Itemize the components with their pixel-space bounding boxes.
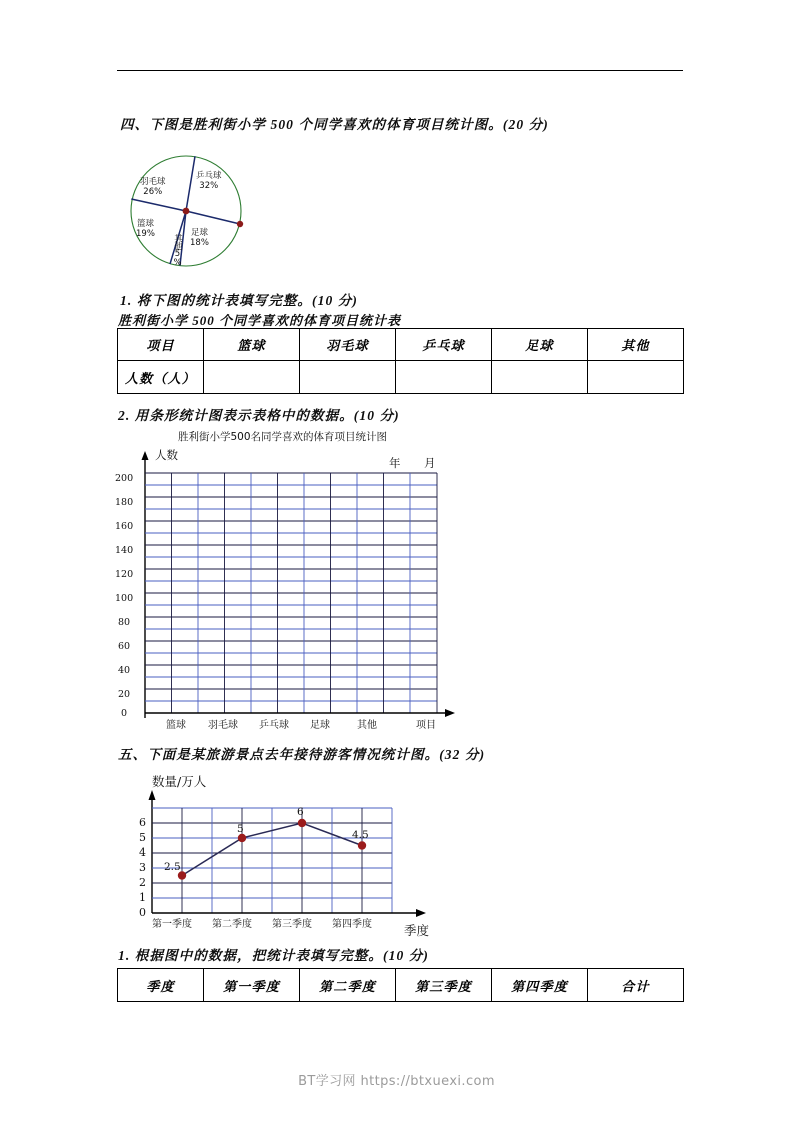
pie-edge-marker [237, 221, 243, 227]
line-chart-x-axis-label: 季度 [404, 923, 430, 938]
stat-table-caption: 胜利街小学 500 个同学喜欢的体育项目统计表 [118, 313, 402, 328]
table-header-cell: 乒乓球 [396, 329, 492, 361]
bar-chart-month-label: 月 [424, 456, 436, 470]
table-header-cell: 其他 [588, 329, 684, 361]
table-header-cell: 足球 [492, 329, 588, 361]
line-ytick-0: 0 [139, 906, 146, 919]
table-input-cell[interactable] [492, 361, 588, 394]
line-ytick-3: 3 [139, 861, 146, 874]
bar-ytick-100: 100 [115, 593, 134, 604]
bar-ytick-200: 200 [115, 473, 134, 484]
bar-chart-x-axis-label: 项目 [416, 720, 436, 731]
table-row-label: 人数（人） [118, 361, 204, 394]
table-header-cell: 第三季度 [396, 969, 492, 1002]
bar-ytick-80: 80 [118, 617, 131, 628]
pie-center-marker [183, 208, 190, 215]
table-header-cell: 第四季度 [492, 969, 588, 1002]
table-header-cell: 篮球 [204, 329, 300, 361]
bar-chart-grid [130, 450, 460, 730]
table-input-cell[interactable] [396, 361, 492, 394]
line-chart-point-q4 [358, 841, 366, 849]
table-row-header [118, 329, 684, 361]
pie-label-text: 篮球 [136, 219, 154, 229]
table-input-cell[interactable] [588, 361, 684, 394]
bar-chart-y-arrow [142, 451, 149, 460]
bar-chart-x-arrow [445, 709, 455, 717]
table-header-cell: 季度 [118, 969, 204, 1002]
table-header-cell: 项目 [118, 329, 204, 361]
line-xcat-q1: 第一季度 [152, 919, 192, 930]
bar-xcat-qita: 其他 [357, 720, 377, 731]
bar-ytick-0: 0 [121, 708, 128, 719]
table-header-cell: 第一季度 [204, 969, 300, 1002]
section-four-prompt: 四、下图是胜利街小学 500 个同学喜欢的体育项目统计图。(20 分) [120, 117, 549, 132]
pie-label-percent: 5% [172, 249, 183, 267]
bar-xcat-pingpang: 乒乓球 [259, 720, 289, 731]
line-xcat-q3: 第三季度 [272, 919, 312, 930]
line-chart-point-q3 [298, 819, 306, 827]
header-rule [117, 70, 683, 71]
line-ytick-4: 4 [139, 846, 146, 859]
pie-chart [123, 152, 253, 274]
section-four-q1-prompt: 1. 将下图的统计表填写完整。(10 分) [120, 293, 358, 308]
table-row-header [118, 969, 684, 1002]
table-input-cell[interactable] [300, 361, 396, 394]
bar-ytick-140: 140 [115, 545, 134, 556]
line-chart [130, 785, 460, 935]
table-input-cell[interactable] [204, 361, 300, 394]
section-four-q2-prompt: 2. 用条形统计图表示表格中的数据。(10 分) [118, 408, 400, 423]
table-header-cell: 第二季度 [300, 969, 396, 1002]
line-point-label-q4: 4.5 [352, 829, 369, 841]
pie-slice-label-lanqiu [136, 219, 155, 239]
line-chart-x-arrow [416, 909, 426, 917]
table-header-cell: 合计 [588, 969, 684, 1002]
pie-slice-label-qita [173, 234, 182, 267]
bar-xcat-lanqiu: 篮球 [166, 720, 186, 731]
pie-label-percent: 26% [143, 187, 163, 198]
pie-label-text: 乒乓球 [196, 171, 222, 181]
line-xcat-q4: 第四季度 [332, 919, 372, 930]
line-xcat-q2: 第二季度 [212, 919, 252, 930]
bar-ytick-60: 60 [118, 641, 131, 652]
bar-chart-year-label: 年 [389, 456, 401, 470]
line-ytick-6: 6 [139, 816, 146, 829]
line-chart-y-axis-label: 数量/万人 [152, 774, 207, 789]
line-chart-point-q2 [238, 834, 246, 842]
line-grid-vertical [182, 808, 392, 913]
bar-ytick-160: 160 [115, 521, 134, 532]
line-chart-y-arrow [149, 790, 156, 800]
section-five-q1-prompt: 1. 根据图中的数据，把统计表填写完整。(10 分) [118, 948, 429, 963]
bar-xcat-yumaoqiu: 羽毛球 [208, 720, 238, 731]
footer-watermark: BT学习网 https://btxuexi.com [298, 1074, 495, 1089]
line-point-label-q2: 5 [237, 823, 244, 835]
pie-label-text: 其他 [172, 234, 183, 249]
quarter-stat-table [117, 968, 684, 1002]
bar-grid-horizontal [145, 473, 437, 713]
table-row [118, 361, 684, 394]
pie-slice-label-pingpang [196, 171, 222, 191]
table-header-cell: 羽毛球 [300, 329, 396, 361]
bar-xcat-zuqiu: 足球 [310, 720, 330, 731]
sports-stat-table [117, 328, 684, 394]
line-ytick-1: 1 [139, 891, 146, 904]
bar-chart-y-axis-label: 人数 [155, 448, 178, 462]
pie-label-percent: 19% [136, 229, 155, 240]
pie-label-text: 足球 [190, 228, 208, 238]
bar-ytick-40: 40 [118, 665, 131, 676]
bar-ytick-120: 120 [115, 569, 134, 580]
pie-slice-label-yumaoqiu [140, 177, 166, 197]
pie-label-text: 羽毛球 [140, 177, 166, 187]
pie-label-percent: 32% [199, 181, 219, 192]
bar-chart-title: 胜利街小学500名同学喜欢的体育项目统计图 [178, 431, 388, 443]
line-point-label-q3: 6 [297, 806, 304, 818]
section-five-prompt: 五、下面是某旅游景点去年接待游客情况统计图。(32 分) [118, 747, 486, 762]
pie-label-percent: 18% [190, 238, 209, 249]
line-ytick-2: 2 [139, 876, 146, 889]
line-ytick-5: 5 [139, 831, 146, 844]
bar-ytick-180: 180 [115, 497, 134, 508]
line-point-label-q1: 2.5 [164, 861, 181, 873]
pie-slice-label-zuqiu [190, 228, 209, 248]
bar-ytick-20: 20 [118, 689, 131, 700]
